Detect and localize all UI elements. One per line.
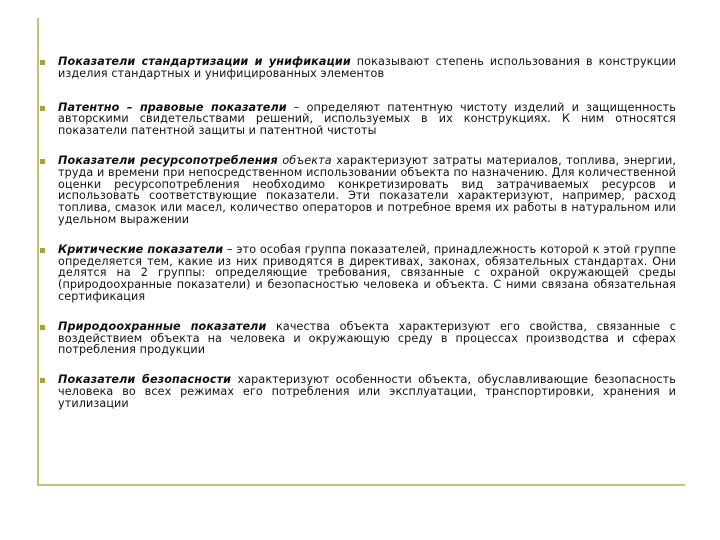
item-term: Критические показатели <box>58 242 224 256</box>
item-text <box>58 155 676 226</box>
list-item <box>40 102 676 137</box>
list-item <box>40 374 676 409</box>
item-description: характеризуют особенности объекта, обуславливающие безопасность человека во всех режимах его потребления или эксплуатации, транспортировки, хранения и утилизации <box>58 373 676 410</box>
list-item <box>40 321 676 356</box>
square-bullet-icon <box>40 248 45 253</box>
item-emphasis: объекта <box>277 153 332 167</box>
item-description: качества объекта характеризуют его свойства, связанные с воздействием объекта на человека и окружающую среду в процессах производства и сферах потребления продукции <box>58 319 676 357</box>
item-text <box>58 244 676 303</box>
item-term: Природоохранные показатели <box>58 319 267 333</box>
item-term: Показатели ресурсопотребления <box>58 153 278 167</box>
bullet-list <box>40 56 676 428</box>
left-border-line <box>37 18 39 486</box>
square-bullet-icon <box>40 60 45 65</box>
bottom-border-line <box>37 484 685 486</box>
item-text <box>58 321 676 356</box>
item-term: Показатели безопасности <box>58 373 232 387</box>
item-text <box>58 56 676 80</box>
item-description: показывают степень использования в конструкции изделия стандартных и унифицированных элементов <box>58 55 676 80</box>
square-bullet-icon <box>40 378 45 383</box>
list-item <box>40 155 676 226</box>
square-bullet-icon <box>40 159 45 164</box>
item-text <box>58 102 676 137</box>
item-text <box>58 374 676 409</box>
item-description: характеризуют затраты материалов, топлива, энергии, труда и времени при непосредственном использовании объекта по назначению. Для количественной оценки ресурсопотребления необходимо конкретизировать вид затрачиваемых ресурсов и использовать соответствующие показатели. Эти показатели характеризуют, например, расход топлива, смазок или масел, количество операторов и потребное время их работы в натуральном или удельном выражении <box>58 153 677 226</box>
item-description: – это особая группа показателей, принадлежность которой к этой группе определяется тем, какие из них приводятся в директивах, законах, обязательных стандартах. Они делятся на 2 группы: определяющие требования, связанные с охраной окружающей среды (природоохранные показатели) и безопасностью человека и объекта. С ними связана обязательная сертификация <box>58 242 677 303</box>
list-item <box>40 56 676 80</box>
list-item <box>40 244 676 303</box>
item-term: Патентно – правовые показатели <box>58 100 287 114</box>
item-description: – определяют патентную чистоту изделий и защищенность авторскими свидетельствами решений, используемых в их конструкциях. К ним относятся показатели патентной защиты и патентной чистоты <box>58 100 676 138</box>
item-term: Показатели стандартизации и унификации <box>58 55 351 68</box>
square-bullet-icon <box>40 325 45 330</box>
square-bullet-icon <box>40 106 45 111</box>
